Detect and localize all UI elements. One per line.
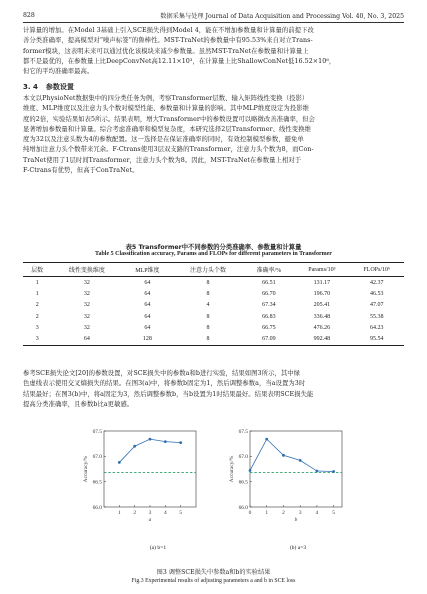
text-line: former模块，这表明未来可以通过优化该模块来减少参数量。虽然MST-TraNet在参数量和计算量上 <box>23 47 309 55</box>
section-number: 3. 4 <box>23 83 38 91</box>
chart-b-data-point <box>265 438 268 441</box>
table-cell: 67.34 <box>262 302 276 309</box>
section-title: 参数设置 <box>45 83 74 91</box>
text-line: 纯增加注意力头个数带来冗余。F-Ctrans使用3层双支路的Transformer，注意力头个数为8，而Con- <box>23 146 314 154</box>
table-row <box>23 333 404 345</box>
header-divider <box>23 22 404 23</box>
table-cell: 32 <box>83 290 90 297</box>
text-line: 计算量的增加。在Model 3基础上引入SCE损失得到Model 4，能在不增加参数量和计算量的前提下改 <box>23 27 314 34</box>
table-caption-zh: 表5 Transformer中不同参数的分类准确率、参数量和计算量 <box>125 244 302 251</box>
chart-b-x-tick-label: 1 <box>265 510 269 516</box>
table-cell: 42.37 <box>369 279 384 286</box>
table-cell: 8 <box>206 313 210 320</box>
chart-a-sublabel: (a) b=1 <box>149 545 167 551</box>
table-cell: 8 <box>206 324 210 331</box>
table-cell: 32 <box>83 313 90 320</box>
chart-a-x-tick-label: 4 <box>163 510 167 516</box>
table-caption-en: Table 5 Classification accuracy, Params and FLOPs for different parameters in Transformer <box>95 251 332 257</box>
section-heading <box>23 82 82 92</box>
text-line: 显著增加参数量和计算量。综合考虑准确率和模型复杂度，本研究选择2层Transformer、线性变换维 <box>23 125 311 133</box>
table-cell: 1 <box>35 290 39 297</box>
chart-b-y-tick-label: 66.0 <box>238 504 248 511</box>
chart-b-svg <box>228 427 346 527</box>
chart-b-y-tick-label: 67.0 <box>238 454 248 461</box>
table-cell: 196.70 <box>313 290 331 297</box>
paragraph-sce-loss <box>23 369 404 410</box>
table-cell: 128 <box>122 333 172 345</box>
text-line: 本文以PhysioNet数据集中的四分类任务为例，考察Transformer层数、输入矩阵线性变换（投影） <box>23 95 309 102</box>
chart-a-y-axis-label: Accuracy/% <box>83 455 89 483</box>
table-cell: 8 <box>173 333 244 345</box>
table-cell: 66.51 <box>262 279 276 286</box>
text-line: 都不是最优的，在参数量上比DeepConvNet高12.11×10³，在计算量上比ShallowConNet低16.52×10⁶， <box>23 57 336 65</box>
chart-a-data-point <box>133 445 136 448</box>
chart-b-y-tick-label: 67.5 <box>238 428 248 435</box>
table-cell: 64 <box>144 302 151 309</box>
table-cell: 66.75 <box>262 324 276 331</box>
column-header: 线性变换维度 <box>51 263 122 277</box>
table-cell: 8 <box>206 279 210 286</box>
table-header-row <box>23 263 404 277</box>
table-cell: 64 <box>144 279 151 286</box>
chart-b-y-tick-label: 66.5 <box>238 479 248 486</box>
table-cell: 2 <box>35 313 39 320</box>
chart-b-x-tick-label: 0 <box>248 510 252 516</box>
chart-b-x-tick-label: 4 <box>315 510 319 516</box>
page-number: 828 <box>23 11 35 19</box>
table-cell: 336.48 <box>313 313 331 320</box>
table-cell: 131.17 <box>313 279 331 286</box>
figure-caption-zh: 图3 调整SCE损失中参数a和b的实验结果 <box>156 569 271 576</box>
table-cell: 205.41 <box>313 302 331 309</box>
paragraph-parameter-settings <box>23 94 404 176</box>
results-table <box>23 262 404 346</box>
table-cell: 66.70 <box>262 290 276 297</box>
table-cell: 64 <box>51 333 122 345</box>
table-cell: 46.53 <box>369 290 384 297</box>
chart-b-plot-frame <box>250 431 342 507</box>
table-cell: 2 <box>35 302 39 309</box>
chart-b-series-line <box>250 439 334 471</box>
text-line: 提高分类准确率，且参数b比a更敏感。 <box>23 400 134 408</box>
table-cell: 32 <box>83 324 90 331</box>
table-cell: 66.83 <box>262 313 276 320</box>
table-row <box>23 311 404 322</box>
table-cell: 64 <box>144 324 151 331</box>
paragraph-model-analysis <box>23 26 404 77</box>
chart-b-y-axis-label: Accuracy/% <box>229 455 235 483</box>
chart-b-sublabel: (b) a=3 <box>289 545 307 551</box>
chart-b-data-point <box>316 470 319 473</box>
text-line: 度为32以及注意头数为4的参数配置。这一选择是在保证准确率的同时，有效控制模型参数，避免单 <box>23 136 304 144</box>
chart-a-x-tick-label: 2 <box>133 510 137 516</box>
table-row <box>23 288 404 299</box>
table-cell: 55.38 <box>369 313 384 320</box>
chart-b-x-tick-label: 5 <box>332 510 335 516</box>
chart-b-data-point <box>332 470 335 473</box>
text-line: 但它的平均准确率最高。 <box>23 68 94 76</box>
table-cell: 64 <box>144 313 151 320</box>
chart-b-data-point <box>282 454 285 457</box>
table-cell: 1 <box>35 279 39 286</box>
table-cell: 8 <box>206 290 210 297</box>
text-line: 善分类准确率，提高模型对“噪声标签”的鲁棒性。MST-TraNet的参数量中有95.53%来自对立Trans- <box>23 37 313 45</box>
column-header: MLP维度 <box>122 263 172 277</box>
text-line: F-Ctrans有优势，但高于ConTraNet。 <box>23 167 139 175</box>
table-row <box>23 277 404 289</box>
table-cell: 32 <box>83 302 90 309</box>
chart-a <box>82 427 200 531</box>
figure-caption-en: Fig.3 Experimental results of adjusting parameters a and b in SCE loss <box>131 578 296 584</box>
chart-b-x-axis-label: b <box>294 517 298 523</box>
chart-a-data-point <box>179 441 182 444</box>
chart-b-x-tick-label: 3 <box>298 510 302 516</box>
text-line: 维度、MLP维度以及注意力头个数对模型性能、参数量和计算量的影响。其中MLP维度设定为投影维 <box>23 105 310 113</box>
table-row <box>23 300 404 311</box>
text-line: 度的2倍，实验结果如表5所示。结果表明，增大Transformer中的参数设置可以略微改善准确率，但会 <box>23 115 316 123</box>
chart-a-y-tick-label: 66.0 <box>92 504 102 511</box>
table-cell: 3 <box>23 333 51 345</box>
table-cell: 4 <box>206 302 210 309</box>
table-cell: 476.26 <box>313 324 331 331</box>
column-header: 层数 <box>23 263 51 277</box>
table-row <box>23 322 404 333</box>
chart-a-y-tick-label: 66.5 <box>92 479 102 486</box>
text-line: TraNet使用了1层时间Transformer，注意力头个数为8。因此，MST-TraNet在参数量上相对于 <box>23 156 302 164</box>
text-line: 色虚线表示使用交叉熵损失的结果。在图3(a)中，将参数b固定为1，然后调整参数a，当a设置为3时 <box>23 380 306 388</box>
running-header <box>23 10 404 20</box>
table-cell: 67.09 <box>243 333 294 345</box>
table-cell: 32 <box>83 279 90 286</box>
chart-b <box>228 427 346 531</box>
table-cell: 64.23 <box>369 324 384 331</box>
chart-a-data-point <box>118 461 121 464</box>
journal-title: 数据采集与处理 Journal of Data Acquisition and Processing Vol. 40, No. 3, 2025 <box>160 12 404 20</box>
text-line: 参考SCE损失论文[20]的参数设置，对SCE损失中的参数a和b进行实验，结果如图3所示，其中绿 <box>23 370 300 377</box>
table-cell: 992.48 <box>294 333 349 345</box>
chart-a-y-tick-label: 67.5 <box>92 428 102 435</box>
table-cell: 95.54 <box>349 333 404 345</box>
chart-a-svg <box>82 427 200 527</box>
chart-a-data-point <box>164 440 167 443</box>
text-line: 结果最好；在图3(b)中，将a固定为3，然后调整参数b，当b设置为1时结果最好。结果表明SCE损失能 <box>23 390 314 398</box>
table-cell: 64 <box>144 290 151 297</box>
chart-a-series-line <box>119 439 180 462</box>
column-header: FLOPs/10⁶ <box>349 263 404 277</box>
column-header: 注意力头个数 <box>173 263 244 277</box>
table-cell: 47.07 <box>369 302 384 309</box>
chart-b-data-point <box>249 469 252 472</box>
chart-a-x-axis-label: a <box>148 517 152 523</box>
chart-a-x-tick-label: 3 <box>148 510 152 516</box>
chart-a-x-tick-label: 1 <box>117 510 121 516</box>
column-header: Params/10³ <box>294 263 349 277</box>
chart-a-x-tick-label: 5 <box>179 510 183 516</box>
table-cell: 3 <box>35 324 39 331</box>
column-header: 准确率/% <box>243 263 294 277</box>
chart-a-data-point <box>149 438 152 441</box>
chart-b-data-point <box>299 459 302 462</box>
chart-a-y-tick-label: 67.0 <box>92 454 102 461</box>
chart-b-x-tick-label: 2 <box>282 510 285 516</box>
chart-a-plot-frame <box>104 431 196 507</box>
